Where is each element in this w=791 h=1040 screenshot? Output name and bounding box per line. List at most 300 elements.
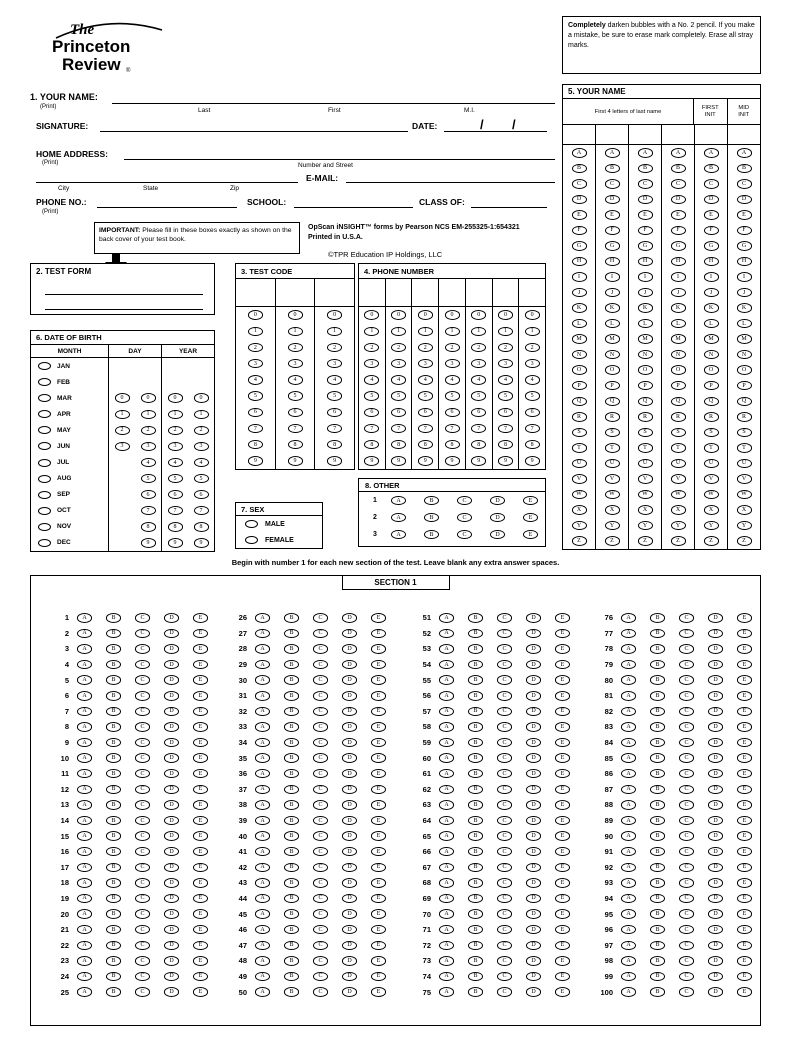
q44-bubble-c[interactable]: C <box>313 894 328 904</box>
q36-bubble-c[interactable]: C <box>313 769 328 779</box>
q60-bubble-a[interactable]: A <box>439 753 454 763</box>
q78-bubble-c[interactable]: C <box>679 644 694 654</box>
q40-bubble-c[interactable]: C <box>313 831 328 841</box>
q27-bubble-a[interactable]: A <box>255 629 270 639</box>
q60-bubble-c[interactable]: C <box>497 753 512 763</box>
q97-bubble-c[interactable]: C <box>679 941 694 951</box>
phone-digit-bubble-2[interactable]: 2 <box>471 343 486 353</box>
letter-bubble-u[interactable]: U <box>704 459 719 469</box>
q71-bubble-b[interactable]: B <box>468 925 483 935</box>
q60-bubble-b[interactable]: B <box>468 753 483 763</box>
q96-bubble-d[interactable]: D <box>708 925 723 935</box>
letter-bubble-p[interactable]: P <box>572 381 587 391</box>
q45-bubble-d[interactable]: D <box>342 909 357 919</box>
day-tens-bubble-3[interactable]: 3 <box>115 442 130 452</box>
letter-bubble-u[interactable]: U <box>572 459 587 469</box>
q80-bubble-e[interactable]: E <box>737 675 752 685</box>
q34-bubble-e[interactable]: E <box>371 738 386 748</box>
day-ones-bubble-1[interactable]: 1 <box>141 410 156 420</box>
q55-bubble-e[interactable]: E <box>555 675 570 685</box>
q34-bubble-b[interactable]: B <box>284 738 299 748</box>
phone-digit-bubble-9[interactable]: 9 <box>364 456 379 466</box>
q94-bubble-b[interactable]: B <box>650 894 665 904</box>
test-code-digit-bubble-2[interactable]: 2 <box>248 343 263 353</box>
q85-bubble-c[interactable]: C <box>679 753 694 763</box>
q87-bubble-c[interactable]: C <box>679 785 694 795</box>
q26-bubble-e[interactable]: E <box>371 613 386 623</box>
q5-bubble-e[interactable]: E <box>193 675 208 685</box>
letter-bubble-o[interactable]: O <box>638 365 653 375</box>
sex-bubble-male[interactable] <box>245 520 258 528</box>
phone-digit-bubble-5[interactable]: 5 <box>445 391 460 401</box>
q50-bubble-c[interactable]: C <box>313 987 328 997</box>
q12-bubble-d[interactable]: D <box>164 785 179 795</box>
letter-bubble-u[interactable]: U <box>638 459 653 469</box>
q50-bubble-e[interactable]: E <box>371 987 386 997</box>
letter-bubble-k[interactable]: K <box>605 303 620 313</box>
q64-bubble-d[interactable]: D <box>526 816 541 826</box>
letter-bubble-s[interactable]: S <box>704 428 719 438</box>
day-ones-bubble-2[interactable]: 2 <box>141 426 156 436</box>
q84-bubble-e[interactable]: E <box>737 738 752 748</box>
q100-bubble-d[interactable]: D <box>708 987 723 997</box>
q65-bubble-a[interactable]: A <box>439 831 454 841</box>
phone-digit-bubble-4[interactable]: 4 <box>525 375 540 385</box>
letter-bubble-v[interactable]: V <box>671 474 686 484</box>
q40-bubble-a[interactable]: A <box>255 831 270 841</box>
q30-bubble-a[interactable]: A <box>255 675 270 685</box>
q90-bubble-d[interactable]: D <box>708 831 723 841</box>
letter-bubble-e[interactable]: E <box>572 210 587 220</box>
q81-bubble-d[interactable]: D <box>708 691 723 701</box>
letter-bubble-o[interactable]: O <box>572 365 587 375</box>
q45-bubble-e[interactable]: E <box>371 909 386 919</box>
q14-bubble-b[interactable]: B <box>106 816 121 826</box>
phone-digit-bubble-5[interactable]: 5 <box>471 391 486 401</box>
letter-bubble-q[interactable]: Q <box>737 397 752 407</box>
letter-bubble-r[interactable]: R <box>737 412 752 422</box>
q50-bubble-a[interactable]: A <box>255 987 270 997</box>
q68-bubble-b[interactable]: B <box>468 878 483 888</box>
phone-digit-bubble-5[interactable]: 5 <box>418 391 433 401</box>
letter-bubble-t[interactable]: T <box>671 443 686 453</box>
letter-bubble-j[interactable]: J <box>572 288 587 298</box>
q21-bubble-e[interactable]: E <box>193 925 208 935</box>
q55-bubble-a[interactable]: A <box>439 675 454 685</box>
q56-bubble-e[interactable]: E <box>555 691 570 701</box>
q10-bubble-a[interactable]: A <box>77 753 92 763</box>
q57-bubble-c[interactable]: C <box>497 707 512 717</box>
writein-cell[interactable] <box>386 279 413 306</box>
q26-bubble-b[interactable]: B <box>284 613 299 623</box>
q44-bubble-d[interactable]: D <box>342 894 357 904</box>
phone-digit-bubble-3[interactable]: 3 <box>498 359 513 369</box>
letter-bubble-x[interactable]: X <box>638 505 653 515</box>
q49-bubble-d[interactable]: D <box>342 972 357 982</box>
q16-bubble-b[interactable]: B <box>106 847 121 857</box>
q77-bubble-e[interactable]: E <box>737 629 752 639</box>
q50-bubble-d[interactable]: D <box>342 987 357 997</box>
q1-bubble-e[interactable]: E <box>193 613 208 623</box>
year-ones-bubble-1[interactable]: 1 <box>194 410 209 420</box>
other-1-bubble-d[interactable]: D <box>490 496 505 506</box>
q63-bubble-e[interactable]: E <box>555 800 570 810</box>
letter-bubble-e[interactable]: E <box>638 210 653 220</box>
phone-digit-bubble-3[interactable]: 3 <box>525 359 540 369</box>
q55-bubble-d[interactable]: D <box>526 675 541 685</box>
q22-bubble-e[interactable]: E <box>193 941 208 951</box>
q9-bubble-d[interactable]: D <box>164 738 179 748</box>
q17-bubble-a[interactable]: A <box>77 863 92 873</box>
q84-bubble-a[interactable]: A <box>621 738 636 748</box>
letter-bubble-n[interactable]: N <box>704 350 719 360</box>
month-bubble-jun[interactable] <box>38 442 51 450</box>
q56-bubble-b[interactable]: B <box>468 691 483 701</box>
other-1-bubble-c[interactable]: C <box>457 496 472 506</box>
q67-bubble-e[interactable]: E <box>555 863 570 873</box>
q22-bubble-d[interactable]: D <box>164 941 179 951</box>
q84-bubble-c[interactable]: C <box>679 738 694 748</box>
letter-bubble-h[interactable]: H <box>704 257 719 267</box>
class-of-write-line[interactable] <box>471 207 547 208</box>
q64-bubble-a[interactable]: A <box>439 816 454 826</box>
letter-bubble-c[interactable]: C <box>638 179 653 189</box>
test-code-digit-bubble-4[interactable]: 4 <box>288 375 303 385</box>
q54-bubble-a[interactable]: A <box>439 660 454 670</box>
q7-bubble-a[interactable]: A <box>77 707 92 717</box>
q25-bubble-e[interactable]: E <box>193 987 208 997</box>
phone-digit-bubble-4[interactable]: 4 <box>418 375 433 385</box>
q74-bubble-d[interactable]: D <box>526 972 541 982</box>
other-2-bubble-e[interactable]: E <box>523 513 538 523</box>
q56-bubble-a[interactable]: A <box>439 691 454 701</box>
letter-bubble-n[interactable]: N <box>671 350 686 360</box>
q71-bubble-a[interactable]: A <box>439 925 454 935</box>
q11-bubble-e[interactable]: E <box>193 769 208 779</box>
test-code-digit-bubble-8[interactable]: 8 <box>248 440 263 450</box>
test-form-line-1[interactable] <box>45 294 203 295</box>
q13-bubble-e[interactable]: E <box>193 800 208 810</box>
q97-bubble-b[interactable]: B <box>650 941 665 951</box>
q82-bubble-a[interactable]: A <box>621 707 636 717</box>
letter-bubble-s[interactable]: S <box>671 428 686 438</box>
q77-bubble-d[interactable]: D <box>708 629 723 639</box>
letter-bubble-r[interactable]: R <box>704 412 719 422</box>
letter-bubble-q[interactable]: Q <box>605 397 620 407</box>
month-bubble-aug[interactable] <box>38 475 51 483</box>
q33-bubble-e[interactable]: E <box>371 722 386 732</box>
letter-bubble-q[interactable]: Q <box>671 397 686 407</box>
q38-bubble-a[interactable]: A <box>255 800 270 810</box>
q46-bubble-a[interactable]: A <box>255 925 270 935</box>
signature-write-line[interactable] <box>100 131 408 132</box>
q92-bubble-a[interactable]: A <box>621 863 636 873</box>
letter-bubble-s[interactable]: S <box>605 428 620 438</box>
letter-bubble-h[interactable]: H <box>605 257 620 267</box>
q6-bubble-c[interactable]: C <box>135 691 150 701</box>
letter-bubble-c[interactable]: C <box>704 179 719 189</box>
q33-bubble-d[interactable]: D <box>342 722 357 732</box>
q89-bubble-e[interactable]: E <box>737 816 752 826</box>
letter-bubble-p[interactable]: P <box>605 381 620 391</box>
letter-bubble-q[interactable]: Q <box>704 397 719 407</box>
phone-digit-bubble-9[interactable]: 9 <box>445 456 460 466</box>
letter-bubble-b[interactable]: B <box>737 164 752 174</box>
phone-digit-bubble-5[interactable]: 5 <box>525 391 540 401</box>
year-ones-bubble-9[interactable]: 9 <box>194 538 209 548</box>
month-bubble-apr[interactable] <box>38 410 51 418</box>
q37-bubble-a[interactable]: A <box>255 785 270 795</box>
q53-bubble-c[interactable]: C <box>497 644 512 654</box>
q96-bubble-a[interactable]: A <box>621 925 636 935</box>
q71-bubble-d[interactable]: D <box>526 925 541 935</box>
letter-bubble-o[interactable]: O <box>605 365 620 375</box>
letter-bubble-w[interactable]: W <box>638 490 653 500</box>
q37-bubble-d[interactable]: D <box>342 785 357 795</box>
letter-bubble-d[interactable]: D <box>638 195 653 205</box>
q27-bubble-c[interactable]: C <box>313 629 328 639</box>
phone-digit-bubble-6[interactable]: 6 <box>391 408 406 418</box>
letter-bubble-v[interactable]: V <box>704 474 719 484</box>
phone-digit-bubble-2[interactable]: 2 <box>498 343 513 353</box>
letter-bubble-e[interactable]: E <box>671 210 686 220</box>
q86-bubble-a[interactable]: A <box>621 769 636 779</box>
q30-bubble-e[interactable]: E <box>371 675 386 685</box>
other-2-bubble-d[interactable]: D <box>490 513 505 523</box>
q68-bubble-d[interactable]: D <box>526 878 541 888</box>
q70-bubble-c[interactable]: C <box>497 909 512 919</box>
q41-bubble-b[interactable]: B <box>284 847 299 857</box>
q40-bubble-d[interactable]: D <box>342 831 357 841</box>
q90-bubble-b[interactable]: B <box>650 831 665 841</box>
letter-bubble-l[interactable]: L <box>638 319 653 329</box>
letter-bubble-v[interactable]: V <box>605 474 620 484</box>
q7-bubble-b[interactable]: B <box>106 707 121 717</box>
q44-bubble-b[interactable]: B <box>284 894 299 904</box>
q1-bubble-b[interactable]: B <box>106 613 121 623</box>
q43-bubble-d[interactable]: D <box>342 878 357 888</box>
phone-digit-bubble-8[interactable]: 8 <box>391 440 406 450</box>
letter-bubble-z[interactable]: Z <box>572 536 587 546</box>
q5-bubble-b[interactable]: B <box>106 675 121 685</box>
letter-bubble-x[interactable]: X <box>572 505 587 515</box>
q67-bubble-d[interactable]: D <box>526 863 541 873</box>
letter-bubble-u[interactable]: U <box>671 459 686 469</box>
letter-bubble-i[interactable]: I <box>638 272 653 282</box>
q43-bubble-b[interactable]: B <box>284 878 299 888</box>
q24-bubble-b[interactable]: B <box>106 972 121 982</box>
q38-bubble-d[interactable]: D <box>342 800 357 810</box>
writein-cell[interactable] <box>629 125 662 144</box>
q98-bubble-c[interactable]: C <box>679 956 694 966</box>
q93-bubble-a[interactable]: A <box>621 878 636 888</box>
test-code-digit-bubble-0[interactable]: 0 <box>327 310 342 320</box>
letter-bubble-i[interactable]: I <box>737 272 752 282</box>
q9-bubble-e[interactable]: E <box>193 738 208 748</box>
q37-bubble-e[interactable]: E <box>371 785 386 795</box>
phone-digit-bubble-6[interactable]: 6 <box>364 408 379 418</box>
q87-bubble-e[interactable]: E <box>737 785 752 795</box>
month-bubble-may[interactable] <box>38 426 51 434</box>
other-3-bubble-d[interactable]: D <box>490 530 505 540</box>
test-code-digit-bubble-1[interactable]: 1 <box>288 327 303 337</box>
q65-bubble-e[interactable]: E <box>555 831 570 841</box>
q92-bubble-c[interactable]: C <box>679 863 694 873</box>
year-tens-bubble-2[interactable]: 2 <box>168 426 183 436</box>
q58-bubble-a[interactable]: A <box>439 722 454 732</box>
q13-bubble-a[interactable]: A <box>77 800 92 810</box>
phone-digit-bubble-8[interactable]: 8 <box>418 440 433 450</box>
q28-bubble-b[interactable]: B <box>284 644 299 654</box>
q69-bubble-a[interactable]: A <box>439 894 454 904</box>
writein-cell[interactable] <box>519 279 545 306</box>
q33-bubble-c[interactable]: C <box>313 722 328 732</box>
q34-bubble-c[interactable]: C <box>313 738 328 748</box>
test-code-digit-bubble-6[interactable]: 6 <box>288 408 303 418</box>
month-bubble-nov[interactable] <box>38 523 51 531</box>
letter-bubble-s[interactable]: S <box>638 428 653 438</box>
q17-bubble-c[interactable]: C <box>135 863 150 873</box>
q9-bubble-b[interactable]: B <box>106 738 121 748</box>
letter-bubble-g[interactable]: G <box>638 241 653 251</box>
q29-bubble-d[interactable]: D <box>342 660 357 670</box>
name-write-line[interactable] <box>112 103 555 104</box>
q15-bubble-a[interactable]: A <box>77 831 92 841</box>
q77-bubble-a[interactable]: A <box>621 629 636 639</box>
letter-bubble-g[interactable]: G <box>671 241 686 251</box>
q100-bubble-c[interactable]: C <box>679 987 694 997</box>
q47-bubble-b[interactable]: B <box>284 941 299 951</box>
q12-bubble-c[interactable]: C <box>135 785 150 795</box>
letter-bubble-k[interactable]: K <box>704 303 719 313</box>
year-ones-bubble-5[interactable]: 5 <box>194 474 209 484</box>
letter-bubble-e[interactable]: E <box>704 210 719 220</box>
q82-bubble-b[interactable]: B <box>650 707 665 717</box>
q88-bubble-e[interactable]: E <box>737 800 752 810</box>
phone-digit-bubble-4[interactable]: 4 <box>445 375 460 385</box>
q100-bubble-a[interactable]: A <box>621 987 636 997</box>
q83-bubble-d[interactable]: D <box>708 722 723 732</box>
q18-bubble-e[interactable]: E <box>193 878 208 888</box>
q91-bubble-b[interactable]: B <box>650 847 665 857</box>
q21-bubble-d[interactable]: D <box>164 925 179 935</box>
q37-bubble-c[interactable]: C <box>313 785 328 795</box>
q94-bubble-e[interactable]: E <box>737 894 752 904</box>
q90-bubble-a[interactable]: A <box>621 831 636 841</box>
letter-bubble-o[interactable]: O <box>704 365 719 375</box>
other-2-bubble-b[interactable]: B <box>424 513 439 523</box>
q20-bubble-d[interactable]: D <box>164 909 179 919</box>
q15-bubble-e[interactable]: E <box>193 831 208 841</box>
q2-bubble-b[interactable]: B <box>106 629 121 639</box>
q30-bubble-c[interactable]: C <box>313 675 328 685</box>
q92-bubble-d[interactable]: D <box>708 863 723 873</box>
phone-digit-bubble-7[interactable]: 7 <box>471 424 486 434</box>
q47-bubble-e[interactable]: E <box>371 941 386 951</box>
q1-bubble-a[interactable]: A <box>77 613 92 623</box>
q72-bubble-a[interactable]: A <box>439 941 454 951</box>
q86-bubble-e[interactable]: E <box>737 769 752 779</box>
other-1-bubble-a[interactable]: A <box>391 496 406 506</box>
q93-bubble-d[interactable]: D <box>708 878 723 888</box>
phone-digit-bubble-1[interactable]: 1 <box>525 327 540 337</box>
q96-bubble-e[interactable]: E <box>737 925 752 935</box>
q51-bubble-a[interactable]: A <box>439 613 454 623</box>
q19-bubble-d[interactable]: D <box>164 894 179 904</box>
q85-bubble-b[interactable]: B <box>650 753 665 763</box>
phone-write-line[interactable] <box>97 207 237 208</box>
q39-bubble-d[interactable]: D <box>342 816 357 826</box>
q49-bubble-c[interactable]: C <box>313 972 328 982</box>
test-code-digit-bubble-0[interactable]: 0 <box>248 310 263 320</box>
q81-bubble-c[interactable]: C <box>679 691 694 701</box>
sex-option-male[interactable] <box>236 516 322 532</box>
q87-bubble-a[interactable]: A <box>621 785 636 795</box>
month-bubble-sep[interactable] <box>38 491 51 499</box>
q7-bubble-e[interactable]: E <box>193 707 208 717</box>
q25-bubble-d[interactable]: D <box>164 987 179 997</box>
q91-bubble-d[interactable]: D <box>708 847 723 857</box>
q57-bubble-d[interactable]: D <box>526 707 541 717</box>
writein-cell[interactable] <box>315 279 354 306</box>
q69-bubble-c[interactable]: C <box>497 894 512 904</box>
q19-bubble-e[interactable]: E <box>193 894 208 904</box>
letter-bubble-l[interactable]: L <box>671 319 686 329</box>
q71-bubble-e[interactable]: E <box>555 925 570 935</box>
phone-digit-bubble-7[interactable]: 7 <box>391 424 406 434</box>
letter-bubble-x[interactable]: X <box>605 505 620 515</box>
q67-bubble-a[interactable]: A <box>439 863 454 873</box>
other-2-bubble-c[interactable]: C <box>457 513 472 523</box>
phone-digit-bubble-8[interactable]: 8 <box>364 440 379 450</box>
letter-bubble-a[interactable]: A <box>638 148 653 158</box>
q34-bubble-a[interactable]: A <box>255 738 270 748</box>
writein-cell[interactable] <box>662 125 695 144</box>
city-state-zip-write-line[interactable] <box>36 182 298 183</box>
letter-bubble-y[interactable]: Y <box>704 521 719 531</box>
letter-bubble-u[interactable]: U <box>605 459 620 469</box>
letter-bubble-l[interactable]: L <box>704 319 719 329</box>
q65-bubble-b[interactable]: B <box>468 831 483 841</box>
email-write-line[interactable] <box>346 182 555 183</box>
q62-bubble-a[interactable]: A <box>439 785 454 795</box>
q88-bubble-a[interactable]: A <box>621 800 636 810</box>
q74-bubble-a[interactable]: A <box>439 972 454 982</box>
phone-digit-bubble-8[interactable]: 8 <box>445 440 460 450</box>
q12-bubble-a[interactable]: A <box>77 785 92 795</box>
letter-bubble-a[interactable]: A <box>737 148 752 158</box>
q92-bubble-b[interactable]: B <box>650 863 665 873</box>
q63-bubble-b[interactable]: B <box>468 800 483 810</box>
test-code-digit-bubble-4[interactable]: 4 <box>327 375 342 385</box>
q80-bubble-b[interactable]: B <box>650 675 665 685</box>
year-ones-bubble-0[interactable]: 0 <box>194 393 209 403</box>
q10-bubble-d[interactable]: D <box>164 753 179 763</box>
q8-bubble-a[interactable]: A <box>77 722 92 732</box>
letter-bubble-u[interactable]: U <box>737 459 752 469</box>
q66-bubble-a[interactable]: A <box>439 847 454 857</box>
q70-bubble-d[interactable]: D <box>526 909 541 919</box>
q63-bubble-c[interactable]: C <box>497 800 512 810</box>
q68-bubble-c[interactable]: C <box>497 878 512 888</box>
q45-bubble-c[interactable]: C <box>313 909 328 919</box>
letter-bubble-q[interactable]: Q <box>638 397 653 407</box>
q67-bubble-c[interactable]: C <box>497 863 512 873</box>
phone-digit-bubble-1[interactable]: 1 <box>498 327 513 337</box>
other-3-bubble-c[interactable]: C <box>457 530 472 540</box>
year-ones-bubble-2[interactable]: 2 <box>194 426 209 436</box>
letter-bubble-z[interactable]: Z <box>605 536 620 546</box>
